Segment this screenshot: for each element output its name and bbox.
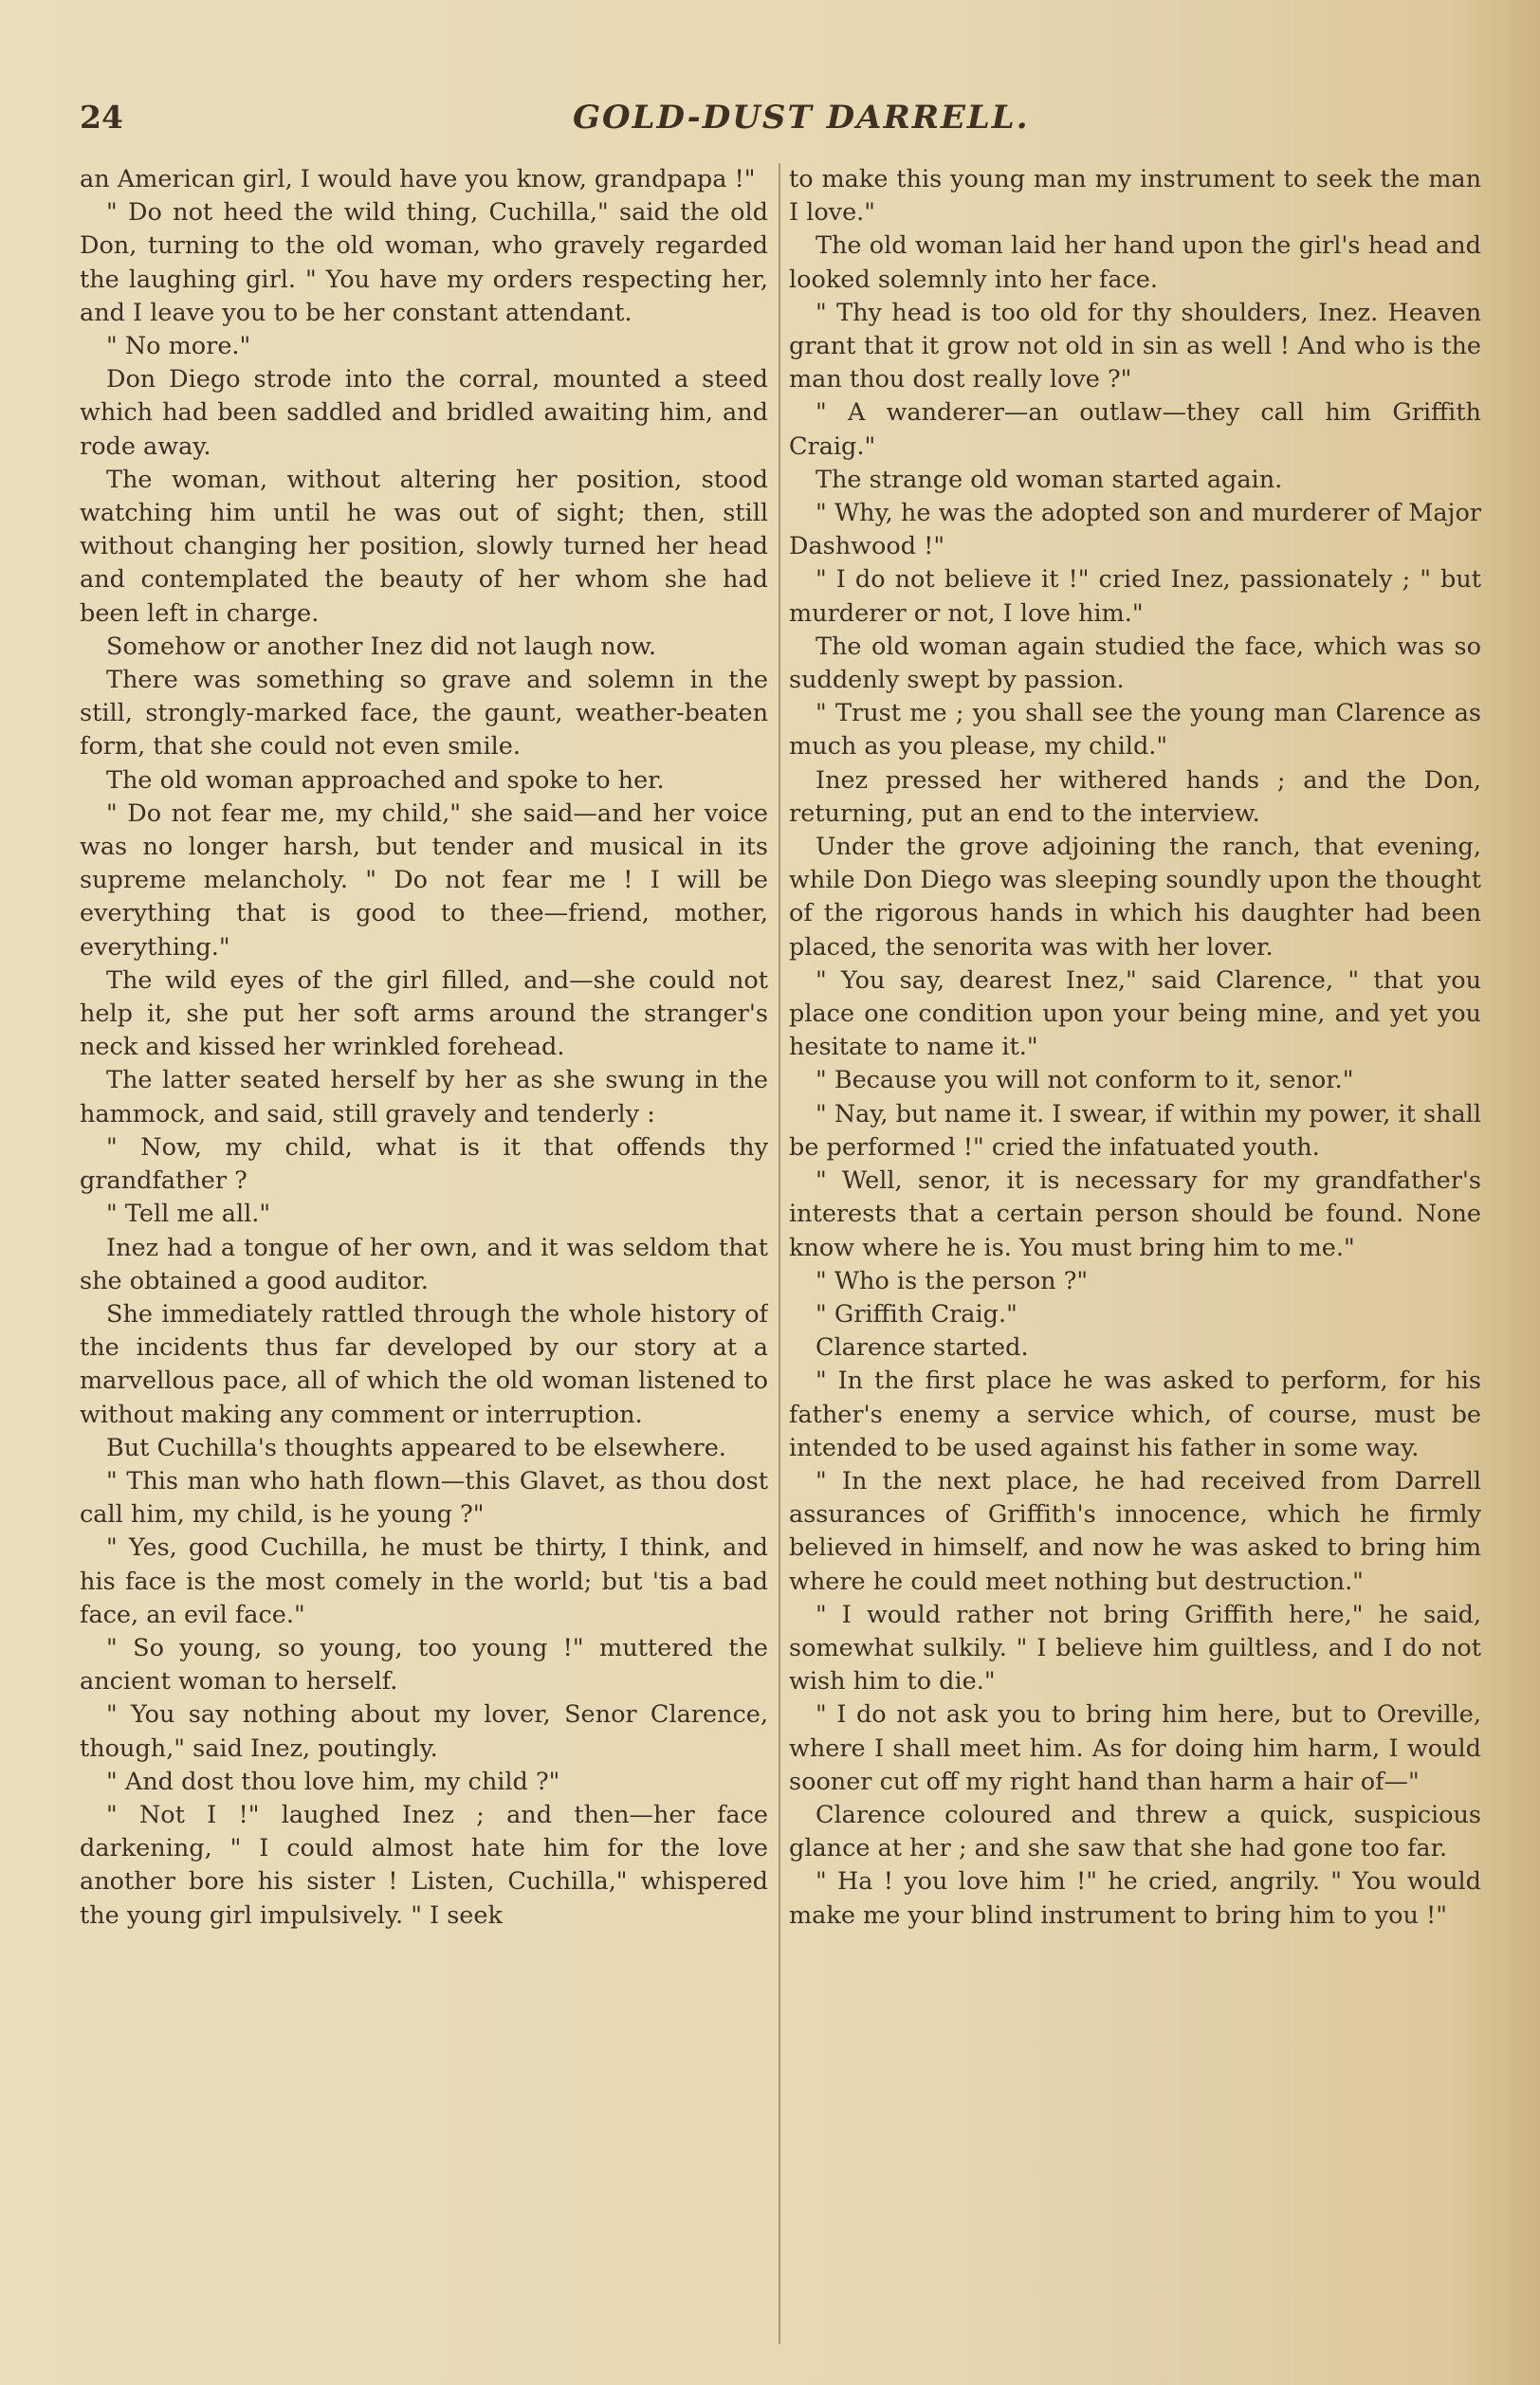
paragraph: The old woman again studied the face, which was so suddenly swept by passion.: [789, 632, 1481, 695]
paragraph: " You say, dearest Inez," said Clarence, " that you place one condition upon your being mine, and yet you hesitate to name it.": [789, 965, 1481, 1062]
paragraph: " Tell me all.": [106, 1200, 271, 1229]
paragraph: Don Diego strode into the corral, mounted a steed which had been saddled and bridled awaiting him, and rode away.: [80, 365, 768, 461]
page-number: 24: [80, 99, 123, 136]
paragraph: Inez had a tongue of her own, and it was seldom that she obtained a good auditor.: [80, 1233, 768, 1295]
paragraph: Clarence coloured and threw a quick, suspicious glance at her ; and she saw that she had gone too far.: [789, 1800, 1481, 1863]
paragraph: " And dost thou love him, my child ?": [106, 1767, 560, 1796]
running-title: GOLD-DUST DARRELL.: [573, 99, 1030, 137]
paragraph: " Who is the person ?": [816, 1266, 1089, 1295]
right-column: [789, 163, 1481, 2354]
paragraph: " Because you will not conform to it, senor.": [816, 1066, 1354, 1095]
paragraph: " Do not fear me, my child," she said—and her voice was no longer harsh, but tender and musical in its supreme melancholy. " Do not fear me ! I will be everything that is good to thee—friend, mother, everything.": [80, 798, 768, 962]
left-column: [80, 163, 768, 2354]
paragraph: She immediately rattled through the whole history of the incidents thus far developed by our story at a marvellous pace, all of which the old woman listened to without making any comment or interruption.: [80, 1299, 768, 1429]
paragraph: Inez pressed her withered hands ; and the Don, returning, put an end to the interview.: [789, 765, 1481, 828]
paragraph: " So young, so young, too young !" muttered the ancient woman to herself.: [80, 1633, 768, 1697]
paragraph: " I do not believe it !" cried Inez, passionately ; " but murderer or not, I love him.": [789, 565, 1481, 628]
paragraph: Somehow or another Inez did not laugh now.: [106, 632, 656, 661]
paragraph: But Cuchilla's thoughts appeared to be elsewhere.: [106, 1433, 726, 1462]
paragraph: The strange old woman started again.: [816, 465, 1283, 494]
paragraph: " You say nothing about my lover, Senor Clarence, though," said Inez, poutingly.: [80, 1700, 768, 1763]
paragraph: " Griffith Craig.": [816, 1299, 1018, 1329]
paragraph: Clarence started.: [816, 1333, 1029, 1363]
paragraph: " Trust me ; you shall see the young man Clarence as much as you please, my child.": [789, 699, 1481, 761]
paragraph: The wild eyes of the girl filled, and—she could not help it, she put her soft arms around the stranger's neck and kissed her wrinkled forehead.: [80, 965, 768, 1062]
paragraph: The old woman laid her hand upon the girl's head and looked solemnly into her face.: [789, 231, 1481, 294]
paragraph: " Not I !" laughed Inez ; and then—her face darkening, " I could almost hate him for the love another bore his sister ! Listen, Cuchilla," whispered the young girl impulsively. " I seek: [80, 1800, 768, 1930]
paragraph: " In the next place, he had received from Darrell assurances of Griffith's innocence, which he firmly believed in himself, and now he was asked to bring him where he could meet nothing but destruction.": [789, 1466, 1481, 1596]
paragraph: Under the grove adjoining the ranch, that evening, while Don Diego was sleeping soundly upon the thought of the rigorous hands in which his daughter had been placed, the senorita was with her lover.: [789, 833, 1481, 962]
paragraph: " Thy head is too old for thy shoulders, Inez. Heaven grant that it grow not old in sin as well ! And who is the man thou dost really love ?": [789, 298, 1481, 394]
paragraph: " I would rather not bring Griffith here," he said, somewhat sulkily. " I believe him guiltless, and I do not wish him to die.": [789, 1600, 1481, 1697]
paragraph: The latter seated herself by her as she swung in the hammock, and said, still gravely and tenderly :: [80, 1066, 768, 1128]
paragraph: There was something so grave and solemn in the still, strongly-marked face, the gaunt, weather-beaten form, that she could not even smile.: [80, 666, 768, 761]
paragraph: " Ha ! you love him !" he cried, angrily. " You would make me your blind instrument to bring him to you !": [789, 1867, 1481, 1930]
paragraph: to make this young man my instrument to seek the man I love.": [789, 165, 1481, 228]
paragraph: The old woman approached and spoke to her.: [106, 765, 665, 795]
paragraph: " Yes, good Cuchilla, he must be thirty, I think, and his face is the most comely in the world; but 'tis a bad face, an evil face.": [80, 1533, 768, 1629]
paragraph: " Now, my child, what is it that offends thy grandfather ?: [80, 1132, 768, 1196]
paragraph: " A wanderer—an outlaw—they call him Griffith Craig.": [789, 398, 1481, 461]
paragraph: an American girl, I would have you know, grandpapa !": [80, 165, 756, 193]
page-header: [80, 95, 1483, 142]
paragraph: " Why, he was the adopted son and murderer of Major Dashwood !": [789, 499, 1481, 561]
paragraph: " This man who hath flown—this Glavet, as thou dost call him, my child, is he young ?": [80, 1466, 768, 1530]
paragraph: " Do not heed the wild thing, Cuchilla," said the old Don, turning to the old woman, who gravely regarded the laughing girl. " You have my orders respecting her, and I leave you to be her constant attendant.: [80, 198, 768, 327]
paragraph: " Well, senor, it is necessary for my grandfather's interests that a certain person should be found. None know where he is. You must bring him to me.": [789, 1166, 1481, 1262]
paragraph: The woman, without altering her position, stood watching him until he was out of sight; then, still without changing her position, slowly turned her head and contemplated the beauty of her whom she had been left in charge.: [80, 465, 768, 628]
column-divider: [779, 163, 780, 2344]
paragraph: " Nay, but name it. I swear, if within my power, it shall be performed !" cried the infatuated youth.: [789, 1099, 1481, 1162]
paragraph: " No more.": [106, 332, 251, 361]
paragraph: " In the first place he was asked to perform, for his father's enemy a service which, of course, must be intended to be used against his father in some way.: [789, 1367, 1481, 1462]
paragraph: " I do not ask you to bring him here, but to Oreville, where I shall meet him. As for doing him harm, I would sooner cut off my right hand than harm a hair of—": [789, 1700, 1481, 1796]
